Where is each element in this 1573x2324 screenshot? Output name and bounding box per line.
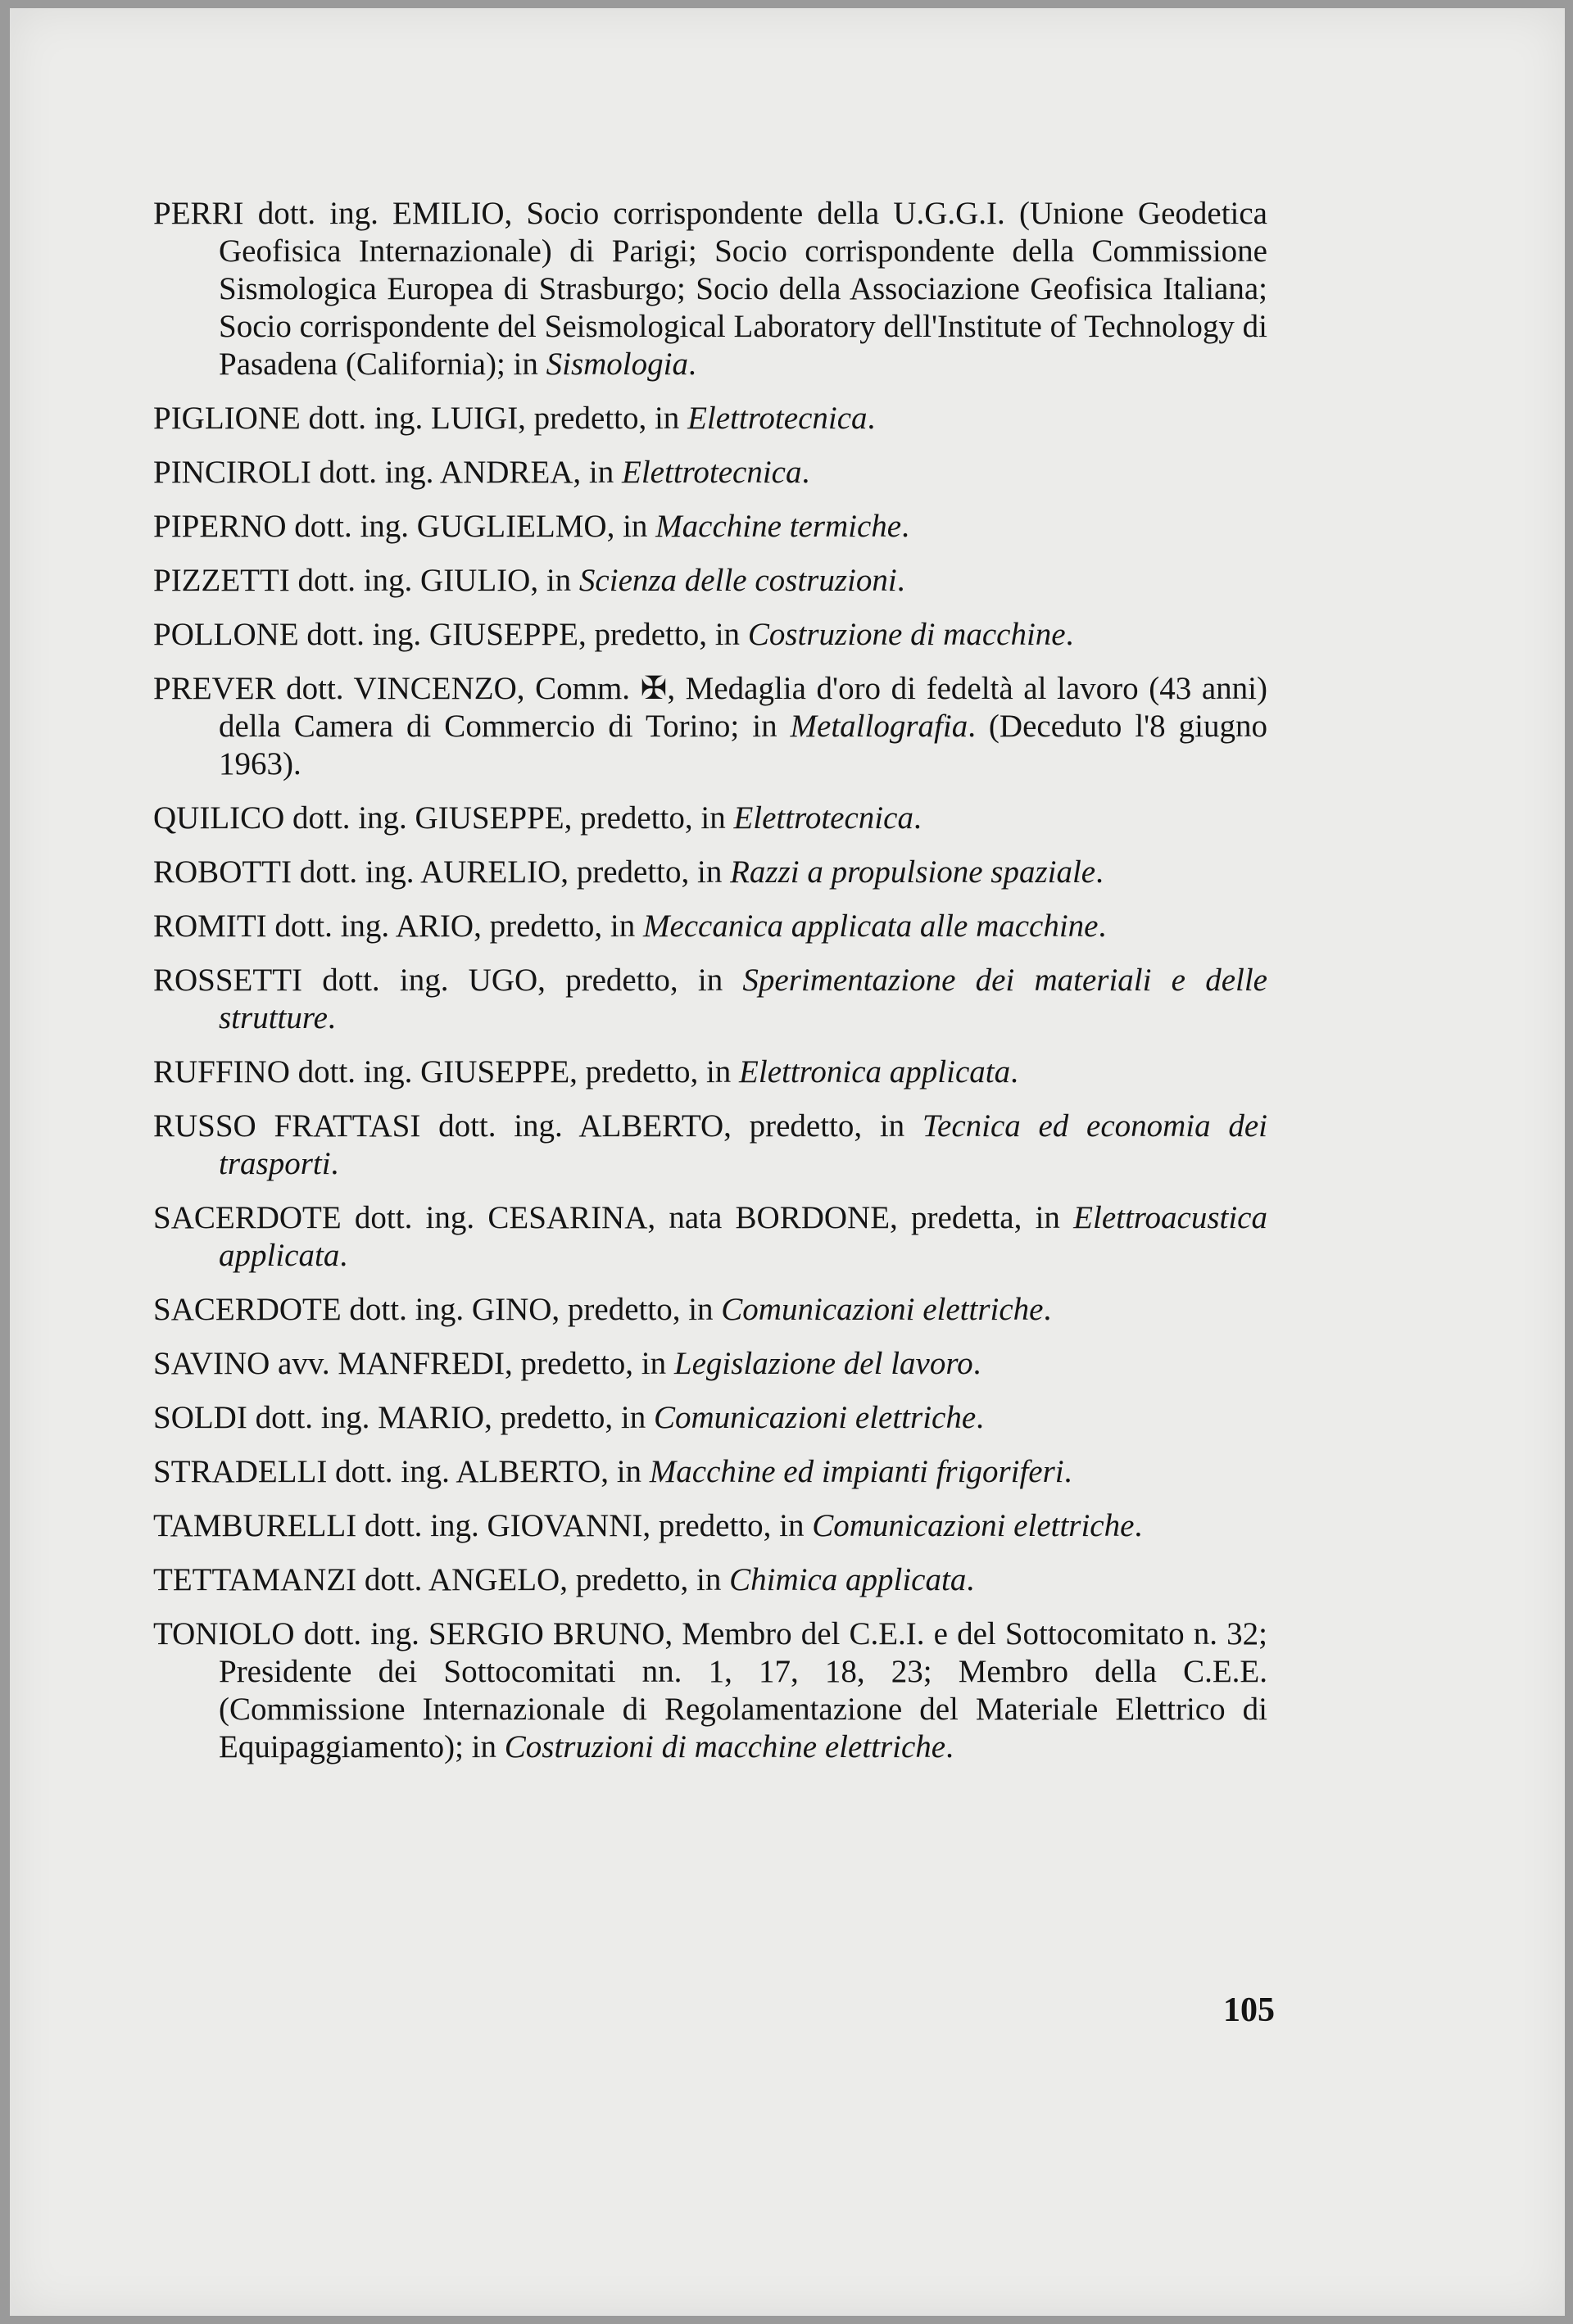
entry-russo-frattasi: RUSSO FRATTASI dott. ing. ALBERTO, predetto, in Tecnica ed economia dei trasporti.: [153, 1108, 1268, 1181]
entry-sacerdote-cesarina: SACERDOTE dott. ing. CESARINA, nata BORDONE, predetta, in Elettroacustica applicata.: [153, 1200, 1267, 1273]
entry-tettamanzi: TETTAMANZI dott. ANGELO, predetto, in Chimica applicata.: [153, 1562, 975, 1597]
page-number: 105: [1223, 1991, 1275, 2029]
entry-stradelli: STRADELLI dott. ing. ALBERTO, in Macchine ed impianti frigoriferi.: [153, 1454, 1072, 1489]
entry-robotti: ROBOTTI dott. ing. AURELIO, predetto, in Razzi a propulsione spaziale.: [153, 854, 1104, 890]
entry-rossetti: ROSSETTI dott. ing. UGO, predetto, in Sperimentazione dei materiali e delle strutture.: [153, 963, 1267, 1035]
entry-piglione: PIGLIONE dott. ing. LUIGI, predetto, in Elettrotecnica.: [153, 401, 876, 436]
entry-piperno: PIPERNO dott. ing. GUGLIELMO, in Macchine termiche.: [153, 509, 909, 544]
entry-soldi: SOLDI dott. ing. MARIO, predetto, in Comunicazioni elettriche.: [153, 1400, 984, 1435]
entry-romiti: ROMITI dott. ing. ARIO, predetto, in Meccanica applicata alle macchine.: [153, 908, 1107, 944]
document-page: [10, 8, 1565, 2316]
entry-quilico: QUILICO dott. ing. GIUSEPPE, predetto, in Elettrotecnica.: [153, 800, 922, 836]
entry-savino: SAVINO avv. MANFREDI, predetto, in Legislazione del lavoro.: [153, 1346, 981, 1381]
entry-sacerdote-gino: SACERDOTE dott. ing. GINO, predetto, in Comunicazioni elettriche.: [153, 1292, 1052, 1327]
entry-list: [153, 195, 1267, 1766]
entry-ruffino: RUFFINO dott. ing. GIUSEPPE, predetto, in Elettronica applicata.: [153, 1054, 1018, 1090]
entry-prever: PREVER dott. VINCENZO, Comm. ✠, Medaglia d'oro di fedeltà al lavoro (43 anni) della Camera di Commercio di Torino; in Metallografia. (Deceduto l'8 giugno 1963).: [153, 671, 1267, 781]
entry-pollone: POLLONE dott. ing. GIUSEPPE, predetto, in Costruzione di macchine.: [153, 617, 1074, 652]
entry-tamburelli: TAMBURELLI dott. ing. GIOVANNI, predetto, in Comunicazioni elettriche.: [153, 1508, 1143, 1543]
entry-toniolo: TONIOLO dott. ing. SERGIO BRUNO, Membro del C.E.I. e del Sottocomitato n. 32; Presidente dei Sottocomitati nn. 1, 17, 18, 23; Membro della C.E.E. (Commissione Internazionale di Regolamentazione del Materiale Elettrico di Equipaggiamento); in Costruzioni di macchine elettriche.: [153, 1616, 1267, 1765]
entry-pinciroli: PINCIROLI dott. ing. ANDREA, in Elettrotecnica.: [153, 455, 810, 490]
entry-perri: PERRI dott. ing. EMILIO, Socio corrispondente della U.G.G.I. (Unione Geodetica Geofisica Internazionale) di Parigi; Socio corrispondente della Commissione Sismologica Europea di Strasburgo; Socio della Associazione Geofisica Italiana; Socio corrispondente del Seismological Laboratory dell'Institute of Technology di Pasadena (California); in Sismologia.: [153, 196, 1267, 382]
entry-pizzetti: PIZZETTI dott. ing. GIULIO, in Scienza delle costruzioni.: [153, 563, 905, 598]
